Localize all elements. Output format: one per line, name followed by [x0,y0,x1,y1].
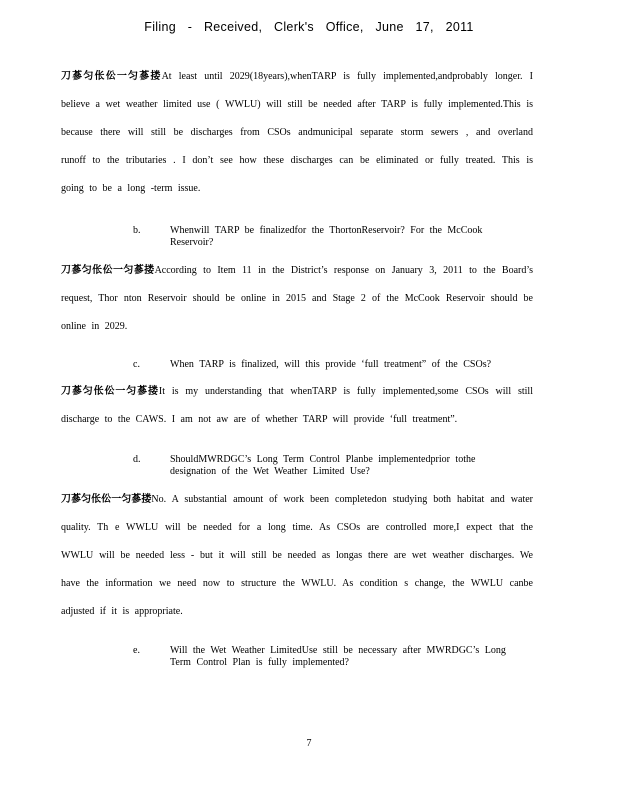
answer-lead-text: 刀蔘匀伥伀一匀蔘搂 [61,386,159,397]
document-header: Filing - Received, Clerk's Office, June 17, 2011 [144,20,474,34]
answer-lead-text: 刀蔘匀伥伀一匀蔘搂 [61,494,152,505]
answer-lead-text: 刀蔘匀伥伀一匀蔘搂 [61,265,155,276]
answer-paragraph-1 [61,63,533,203]
page-number: 7 [306,738,312,749]
question-letter: c. [133,359,140,370]
answer-paragraph-3 [61,378,533,434]
question-text: Whenwill TARP be finalizedfor the ThortonReservoir? For the McCook Reservoir? [170,225,483,248]
answer-text: It is my understanding that whenTARP is fully implemented,some CSOs will still discharge to the CAWS. I am not aw are of whether TARP will provide ‘full treatment”. [61,386,533,425]
question-letter: e. [133,645,140,656]
question-text: Will the Wet Weather LimitedUse still be necessary after MWRDGC’s Long Term Control Plan is fully implemented? [170,645,506,668]
question-letter: b. [133,225,141,236]
answer-text: No. A substantial amount of work been completedon studying both habitat and water quality. Th e WWLU will be needed for a long time. As CSOs are controlled more,I expect that the WWLU will be needed less - but it will still be needed as longas there are wet weather discharges. We have the information we need now to structure the WWLU. As condition s change, the WWLU canbe adjusted if it is appropriate. [61,494,534,617]
question-text: ShouldMWRDGC’s Long Term Control Planbe implementedprior tothe designation of the Wet Weather Limited Use? [170,454,476,477]
answer-paragraph-2 [61,257,533,341]
answer-text: According to Item 11 in the District’s response on January 3, 2011 to the Board’s request, Thor nton Reservoir should be online in 2015 and Stage 2 of the McCook Reservoir should be online in 2029. [61,265,534,332]
question-text: When TARP is finalized, will this provide ‘full treatment” of the CSOs? [170,359,492,370]
answer-paragraph-4 [61,486,533,626]
answer-text: At least until 2029(18years),whenTARP is fully implemented,andprobably longer. I believe a wet weather limited use ( WWLU) will still be needed after TARP is fully implemented.This is because there will still be discharges from CSOs andmunicipal separate storm sewers , and overland runoff to the tributaries . I don’t see how these discharges can be eliminated or fully treated. This is going to be a long -term issue. [61,71,534,194]
answer-lead-text: 刀蔘匀伥伀一匀蔘搂 [61,71,162,82]
question-letter: d. [133,454,141,465]
